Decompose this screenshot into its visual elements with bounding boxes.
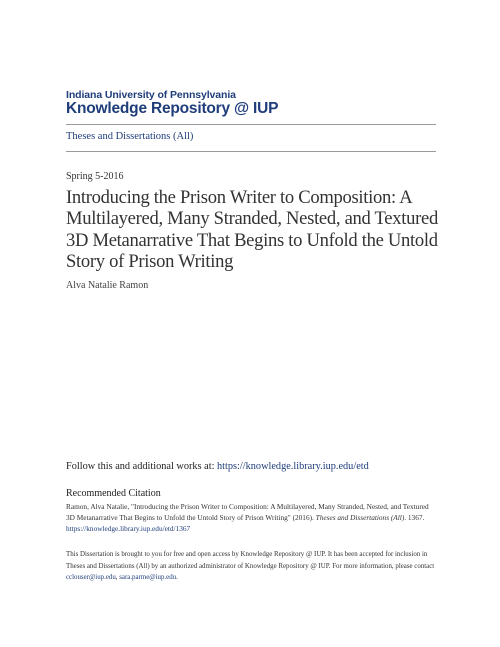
follow-line xyxy=(66,461,369,472)
collection-url-link[interactable]: https://knowledge.library.iup.edu/etd xyxy=(217,461,369,472)
access-notice xyxy=(66,549,438,584)
citation-url-link[interactable]: https://knowledge.library.iup.edu/etd/1367 xyxy=(66,524,191,533)
divider-bottom xyxy=(66,151,436,152)
repository-name[interactable]: Knowledge Repository @ IUP xyxy=(66,100,279,117)
contact-email-link-1[interactable]: cclouser@iup.edu xyxy=(66,574,116,581)
notice-text: This Dissertation is brought to you for free and open access by Knowledge Repository @ IUP. It has been accepted for inclusion in Theses and Dissertations (All) by an authorized administrator of Knowledge Repository @ IUP. For more information, please contact xyxy=(66,551,435,570)
collection-link[interactable]: Theses and Dissertations (All) xyxy=(66,131,194,142)
document-title: Introducing the Prison Writer to Composition: A Multilayered, Many Stranded, Nested, and Textured 3D Metanarrative That Begins to Unfold the Untold Story of Prison Writing xyxy=(66,187,438,273)
publication-date: Spring 5-2016 xyxy=(66,171,124,182)
citation-number: . 1367. xyxy=(404,513,425,522)
author-name: Alva Natalie Ramon xyxy=(66,280,149,291)
institution-name: Indiana University of Pennsylvania xyxy=(66,89,236,101)
citation-body: Ramon, Alva Natalie, "Introducing the Prison Writer to Composition: A Multilayered, Many Stranded, Nested, and Textured 3D Metanarrative That Begins to Unfold the Untold Story of Prison Writing" (2016). xyxy=(66,502,429,522)
recommended-citation-heading: Recommended Citation xyxy=(66,488,161,499)
contact-email-link-2[interactable]: sara.parme@iup.edu xyxy=(119,574,177,581)
citation-series: Theses and Dissertations (All) xyxy=(315,513,405,522)
notice-end: . xyxy=(176,574,178,581)
follow-prefix: Follow this and additional works at: xyxy=(66,461,218,472)
email-separator: , xyxy=(115,574,120,581)
divider-top xyxy=(66,124,436,125)
citation-text xyxy=(66,501,438,534)
